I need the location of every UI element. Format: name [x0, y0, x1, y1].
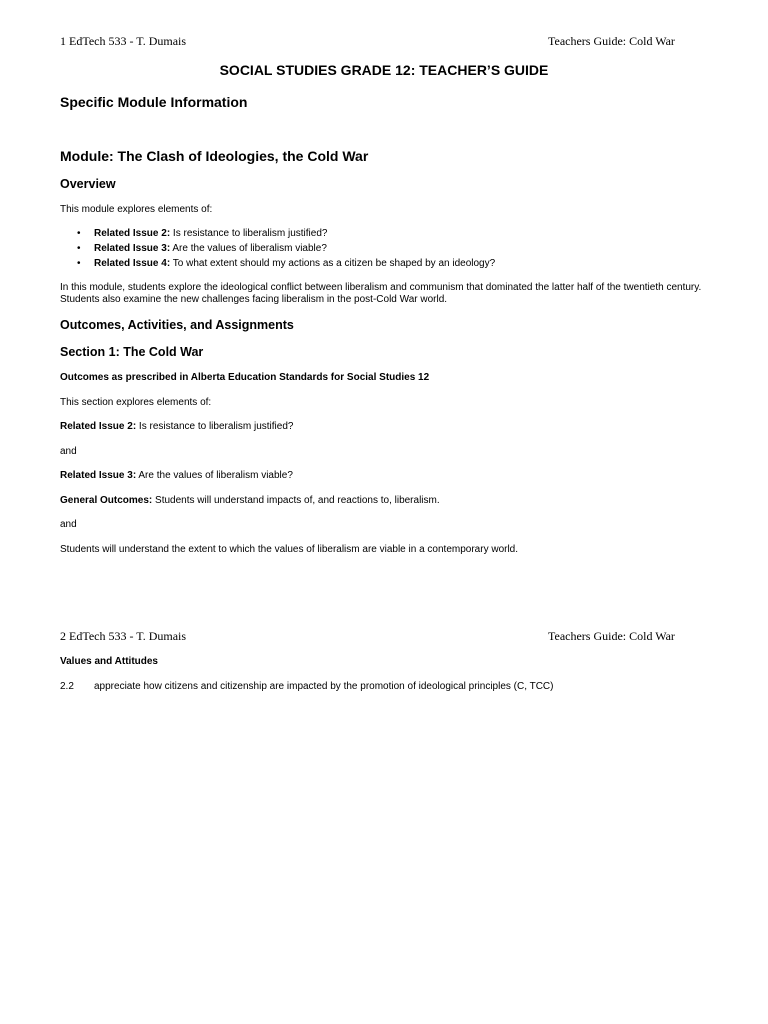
section-1-heading: Section 1: The Cold War — [60, 345, 204, 359]
issue-label: Related Issue 2: — [94, 228, 171, 239]
issue-text: Is resistance to liberalism justified? — [136, 421, 294, 432]
specific-module-heading: Specific Module Information — [60, 94, 248, 110]
module-heading: Module: The Clash of Ideologies, the Cold War — [60, 148, 369, 164]
issue-text: Is resistance to liberalism justified? — [170, 228, 328, 239]
document-title: SOCIAL STUDIES GRADE 12: TEACHER’S GUIDE — [219, 62, 549, 78]
bullet-icon: • — [77, 243, 81, 254]
overview-intro: This module explores elements of: — [60, 204, 213, 215]
overview-paragraph: In this module, students explore the ideological conflict between liberalism and communism that dominated the latter half of the twentieth century. Students also examine the new challenges facing liberalism in the post-Cold War world. — [60, 282, 702, 305]
issue-label: Related Issue 3: — [60, 470, 137, 481]
related-issues-list — [60, 226, 495, 271]
issue-text: Are the values of liberalism viable? — [170, 243, 327, 254]
general-outcomes — [60, 495, 440, 506]
list-item — [60, 226, 495, 241]
values-item-number: 2.2 — [60, 681, 74, 692]
outcomes-heading: Outcomes, Activities, and Assignments — [60, 318, 294, 332]
bullet-icon: • — [77, 258, 81, 269]
page-1-header-left: 1 EdTech 533 - T. Dumais — [60, 34, 187, 48]
related-issue-2 — [60, 421, 293, 432]
prescribed-outcomes-heading: Outcomes as prescribed in Alberta Education Standards for Social Studies 12 — [60, 372, 430, 383]
issue-label: Related Issue 2: — [60, 421, 137, 432]
list-item — [60, 256, 495, 271]
page-2-header-right: Teachers Guide: Cold War — [548, 629, 675, 643]
list-item — [60, 241, 495, 256]
overview-heading: Overview — [60, 177, 116, 191]
values-item-text: appreciate how citizens and citizenship are impacted by the promotion of ideological principles (C, TCC) — [94, 681, 554, 692]
page-1-header-right: Teachers Guide: Cold War — [548, 34, 675, 48]
bullet-icon: • — [77, 228, 81, 239]
general-outcomes-text: Students will understand impacts of, and reactions to, liberalism. — [152, 495, 440, 506]
values-heading: Values and Attitudes — [60, 656, 158, 667]
general-outcomes-label: General Outcomes: — [60, 495, 153, 506]
page-2-header-left: 2 EdTech 533 - T. Dumais — [60, 629, 187, 643]
understand-text: Students will understand the extent to which the values of liberalism are viable in a contemporary world. — [60, 544, 519, 555]
and-text-1: and — [60, 446, 77, 457]
issue-text: To what extent should my actions as a citizen be shaped by an ideology? — [170, 258, 496, 269]
related-issue-3 — [60, 470, 293, 481]
issue-text: Are the values of liberalism viable? — [136, 470, 293, 481]
section-intro: This section explores elements of: — [60, 397, 212, 408]
issue-label: Related Issue 4: — [94, 258, 171, 269]
and-text-2: and — [60, 519, 77, 530]
issue-label: Related Issue 3: — [94, 243, 171, 254]
